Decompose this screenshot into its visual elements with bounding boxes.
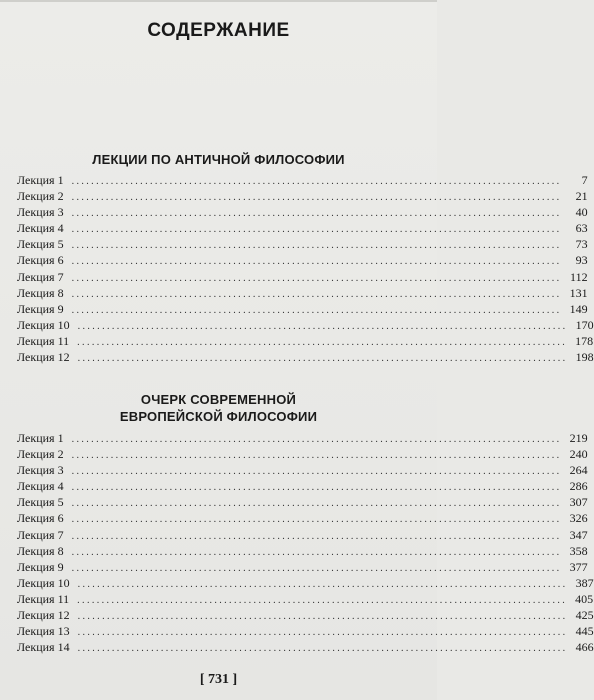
page-title: СОДЕРЖАНИЕ [147, 20, 290, 41]
toc-entry-page: 405 [575, 591, 594, 606]
dot-leader: .................................................................................................... [77, 611, 568, 623]
toc-entry[interactable] [17, 478, 588, 494]
dot-leader: .................................................................................................... [71, 482, 562, 494]
toc-entry-page: 425 [575, 608, 594, 623]
toc-entry[interactable] [17, 494, 588, 510]
dot-leader: .................................................................................................... [71, 546, 562, 558]
toc-entry-page: 63 [575, 221, 588, 236]
page-top-edge [0, 0, 437, 2]
dot-leader: .................................................................................................... [71, 304, 562, 316]
toc-entry-page: 131 [569, 285, 588, 300]
toc-entry[interactable] [17, 301, 588, 317]
toc-entry[interactable] [17, 269, 588, 285]
toc-entry-label: Лекция 1 [17, 173, 64, 187]
dot-leader: .................................................................................................... [71, 176, 562, 187]
toc-entry[interactable] [17, 462, 588, 478]
dot-leader: .................................................................................................... [77, 643, 568, 655]
toc-entry-page: 73 [575, 237, 588, 252]
toc-entry-label: Лекция 8 [17, 285, 64, 300]
toc-entry[interactable] [17, 639, 594, 655]
toc-entry-page: 358 [569, 543, 588, 558]
toc-entry-label: Лекция 3 [17, 463, 64, 478]
toc-list-modern-european-philosophy [17, 430, 594, 655]
dot-leader: .................................................................................................... [71, 530, 562, 542]
dot-leader: .................................................................................................... [71, 240, 562, 252]
dot-leader: .................................................................................................... [71, 192, 562, 204]
toc-entry-page: 307 [569, 495, 588, 510]
section-title-line: ОЧЕРК СОВРЕМЕННОЙ [140, 392, 297, 407]
toc-list-ancient-philosophy [17, 172, 594, 365]
toc-entry-label: Лекция 10 [17, 575, 70, 590]
toc-entry-page: 40 [575, 205, 588, 220]
toc-entry-label: Лекция 13 [17, 624, 70, 639]
toc-entry[interactable] [17, 527, 588, 543]
dot-leader: .................................................................................................... [77, 336, 568, 348]
toc-entry-page: 387 [575, 575, 594, 590]
section-title-modern-european-philosophy [0, 391, 437, 425]
toc-entry[interactable] [17, 543, 588, 559]
toc-entry-label: Лекция 4 [17, 479, 64, 494]
toc-entry-label: Лекция 6 [17, 253, 64, 268]
toc-entry[interactable] [17, 607, 594, 623]
toc-entry-page: 466 [575, 640, 594, 655]
toc-entry-label: Лекция 5 [17, 237, 64, 252]
toc-entry-page: 219 [569, 431, 588, 445]
dot-leader: .................................................................................................... [77, 353, 568, 365]
toc-entry-page: 377 [569, 559, 588, 574]
toc-entry-label: Лекция 5 [17, 495, 64, 510]
page-number: [ 731 ] [199, 672, 238, 687]
toc-entry-label: Лекция 1 [17, 431, 64, 445]
dot-leader: .................................................................................................... [77, 594, 568, 606]
toc-entry-label: Лекция 7 [17, 269, 64, 284]
section-title-line: ЛЕКЦИИ ПО АНТИЧНОЙ ФИЛОСОФИИ [92, 152, 345, 167]
dot-leader: .................................................................................................... [71, 562, 562, 574]
toc-entry[interactable] [17, 317, 594, 333]
dot-leader: .................................................................................................... [71, 450, 562, 462]
toc-entry-label: Лекция 9 [17, 559, 64, 574]
dot-leader: .................................................................................................... [71, 208, 562, 220]
toc-entry-page: 170 [575, 317, 594, 332]
dot-leader: .................................................................................................... [77, 578, 568, 590]
toc-entry[interactable] [17, 172, 588, 188]
toc-entry[interactable] [17, 252, 588, 268]
toc-entry-label: Лекция 10 [17, 317, 70, 332]
dot-leader: .................................................................................................... [71, 288, 562, 300]
toc-entry-label: Лекция 14 [17, 640, 70, 655]
toc-entry-label: Лекция 12 [17, 608, 70, 623]
toc-entry[interactable] [17, 510, 588, 526]
toc-entry[interactable] [17, 188, 588, 204]
toc-entry-label: Лекция 3 [17, 205, 64, 220]
toc-entry-label: Лекция 4 [17, 221, 64, 236]
dot-leader: .................................................................................................... [77, 627, 568, 639]
toc-entry[interactable] [17, 349, 594, 365]
toc-entry-page: 198 [575, 350, 594, 365]
dot-leader: .................................................................................................... [71, 498, 562, 510]
toc-entry[interactable] [17, 204, 588, 220]
toc-entry-page: 112 [570, 269, 588, 284]
dot-leader: .................................................................................................... [71, 224, 562, 236]
dot-leader: .................................................................................................... [71, 272, 562, 284]
dot-leader: .................................................................................................... [71, 434, 562, 445]
toc-entry-page: 326 [569, 511, 588, 526]
section-title-ancient-philosophy [0, 151, 437, 168]
toc-entry[interactable] [17, 591, 594, 607]
toc-entry[interactable] [17, 446, 588, 462]
toc-entry[interactable] [17, 623, 594, 639]
toc-entry-page: 7 [581, 173, 588, 187]
toc-entry[interactable] [17, 236, 588, 252]
dot-leader: .................................................................................................... [71, 514, 562, 526]
toc-entry-page: 347 [569, 527, 588, 542]
toc-entry-page: 445 [575, 624, 594, 639]
toc-entry[interactable] [17, 333, 594, 349]
toc-entry[interactable] [17, 559, 588, 575]
toc-entry[interactable] [17, 430, 588, 446]
toc-entry-label: Лекция 2 [17, 189, 64, 204]
toc-entry-label: Лекция 11 [17, 333, 70, 348]
toc-entry[interactable] [17, 285, 588, 301]
section-title-line: ЕВРОПЕЙСКОЙ ФИЛОСОФИИ [119, 409, 318, 424]
toc-entry-label: Лекция 2 [17, 447, 64, 462]
toc-entry[interactable] [17, 220, 588, 236]
dot-leader: .................................................................................................... [71, 256, 562, 268]
toc-entry-page: 93 [575, 253, 588, 268]
toc-entry-page: 286 [569, 479, 588, 494]
dot-leader: .................................................................................................... [77, 320, 568, 332]
dot-leader: .................................................................................................... [71, 466, 562, 478]
toc-entry-page: 178 [575, 333, 594, 348]
toc-entry[interactable] [17, 575, 594, 591]
toc-entry-page: 149 [569, 301, 588, 316]
toc-entry-page: 240 [569, 447, 588, 462]
toc-entry-label: Лекция 7 [17, 527, 64, 542]
toc-entry-label: Лекция 6 [17, 511, 64, 526]
toc-entry-label: Лекция 12 [17, 350, 70, 365]
toc-entry-page: 21 [575, 189, 588, 204]
toc-entry-page: 264 [569, 463, 588, 478]
toc-entry-label: Лекция 11 [17, 591, 70, 606]
toc-entry-label: Лекция 9 [17, 301, 64, 316]
toc-entry-label: Лекция 8 [17, 543, 64, 558]
